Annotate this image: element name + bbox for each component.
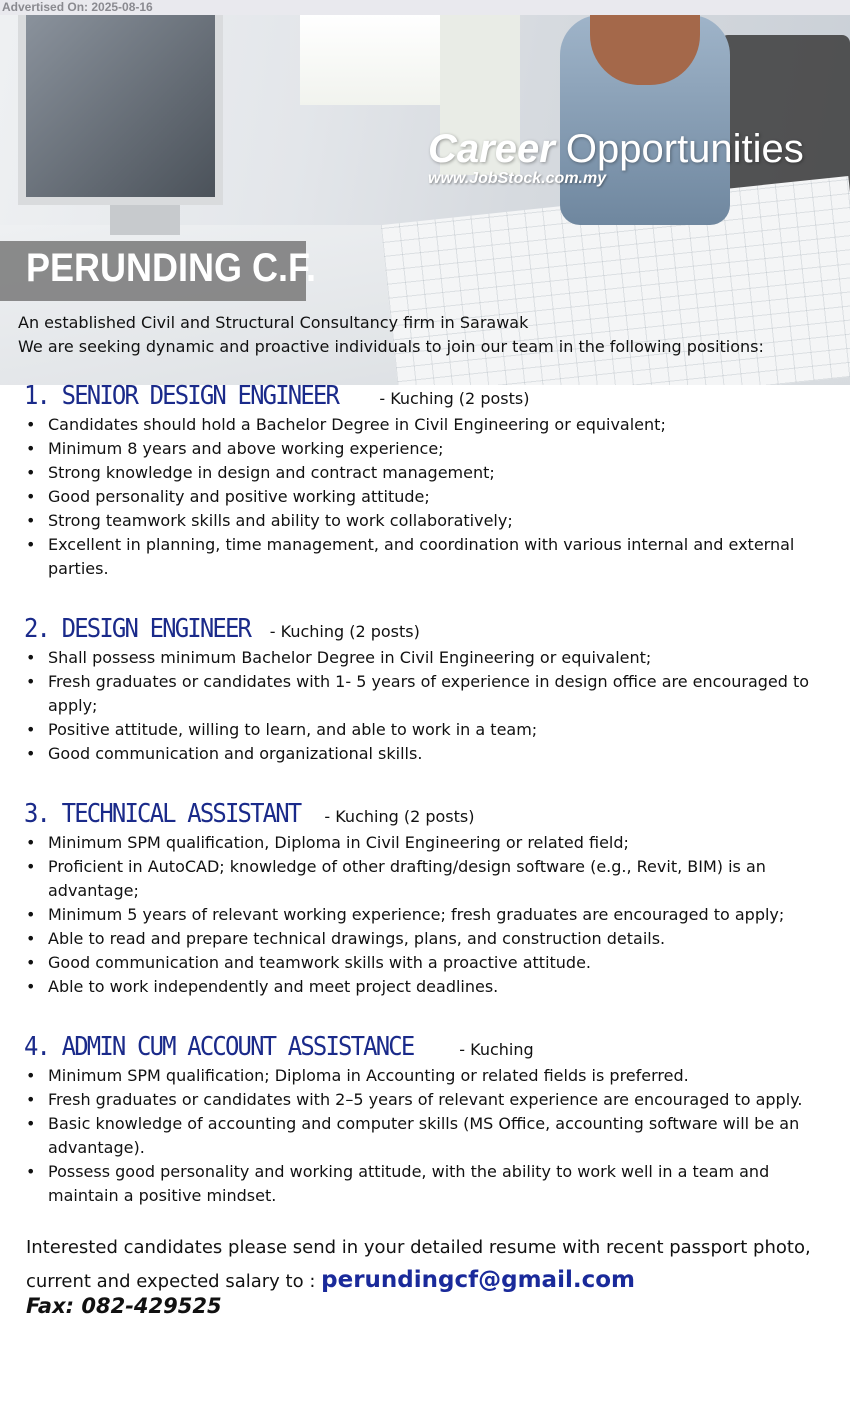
requirement-item: • Fresh graduates or candidates with 2–5 years of relevant experience are encouraged to apply. — [24, 1088, 824, 1112]
requirement-item: • Strong teamwork skills and ability to work collaboratively; — [24, 509, 824, 533]
requirement-item: • Fresh graduates or candidates with 1- 5 years of experience in design office are encouraged to apply; — [24, 670, 824, 718]
requirement-item: • Positive attitude, willing to learn, and able to work in a team; — [24, 718, 824, 742]
hero-monitor-stand — [110, 205, 180, 235]
requirement-item: • Basic knowledge of accounting and computer skills (MS Office, accounting software will be an advantage). — [24, 1112, 824, 1160]
job-requirements-4 — [24, 1064, 824, 1208]
fax-number: Fax: 082-429525 — [26, 1294, 222, 1318]
jobstock-url: www.JobStock.com.my — [428, 170, 607, 187]
requirement-item: • Minimum SPM qualification; Diploma in Accounting or related fields is preferred. — [24, 1064, 824, 1088]
job-location-2: - Kuching (2 posts) — [269, 622, 420, 641]
requirement-item: • Proficient in AutoCAD; knowledge of other drafting/design software (e.g., Revit, BIM) is an advantage; — [24, 855, 824, 903]
job-title-4: 4. ADMIN CUM ACCOUNT ASSISTANCE — [24, 1032, 414, 1062]
intro-line-2: We are seeking dynamic and proactive individuals to join our team in the following positions: — [18, 337, 764, 356]
job-location-1: - Kuching (2 posts) — [379, 389, 530, 408]
apply-line-2: current and expected salary to : — [26, 1271, 316, 1292]
intro-text — [18, 311, 764, 359]
requirement-item: • Minimum 8 years and above working experience; — [24, 437, 824, 461]
job-section-1 — [24, 381, 824, 581]
advertised-date: Advertised On: 2025-08-16 — [0, 0, 850, 15]
requirement-item: • Minimum 5 years of relevant working experience; fresh graduates are encouraged to apply; — [24, 903, 824, 927]
job-title-1: 1. SENIOR DESIGN ENGINEER — [24, 381, 339, 411]
job-title-2: 2. DESIGN ENGINEER — [24, 614, 251, 644]
career-word: Career — [428, 127, 555, 171]
requirement-item: • Good personality and positive working attitude; — [24, 485, 824, 509]
requirement-item: • Good communication and organizational skills. — [24, 742, 824, 766]
requirement-item: • Able to read and prepare technical drawings, plans, and construction details. — [24, 927, 824, 951]
contact-email-link[interactable]: perundingcf@gmail.com — [321, 1267, 635, 1293]
job-section-3 — [24, 799, 824, 999]
requirement-item: • Shall possess minimum Bachelor Degree in Civil Engineering or equivalent; — [24, 646, 824, 670]
job-requirements-2 — [24, 646, 824, 766]
hero-monitor — [18, 15, 223, 205]
requirement-item: • Minimum SPM qualification, Diploma in Civil Engineering or related field; — [24, 831, 824, 855]
job-section-2 — [24, 614, 824, 766]
requirement-item: • Excellent in planning, time management, and coordination with various internal and external parties. — [24, 533, 824, 581]
requirement-item: • Candidates should hold a Bachelor Degree in Civil Engineering or equivalent; — [24, 413, 824, 437]
requirement-item: • Strong knowledge in design and contract management; — [24, 461, 824, 485]
apply-line-1: Interested candidates please send in your detailed resume with recent passport photo, — [26, 1237, 811, 1258]
requirement-item: • Possess good personality and working attitude, with the ability to work well in a team and maintain a positive mindset. — [24, 1160, 824, 1208]
company-name: PERUNDING C.F. — [26, 246, 317, 290]
job-section-4 — [24, 1032, 824, 1208]
job-requirements-3 — [24, 831, 824, 999]
career-opportunities-heading — [428, 127, 804, 172]
intro-line-1: An established Civil and Structural Consultancy firm in Sarawak — [18, 313, 529, 332]
job-location-3: - Kuching (2 posts) — [324, 807, 475, 826]
opportunities-word: Opportunities — [565, 127, 804, 171]
requirement-item: • Able to work independently and meet project deadlines. — [24, 975, 824, 999]
job-location-4: - Kuching — [459, 1040, 534, 1059]
hero-window — [300, 15, 440, 105]
job-title-3: 3. TECHNICAL ASSISTANT — [24, 799, 301, 829]
requirement-item: • Good communication and teamwork skills with a proactive attitude. — [24, 951, 824, 975]
job-requirements-1 — [24, 413, 824, 581]
apply-instructions — [26, 1231, 836, 1298]
